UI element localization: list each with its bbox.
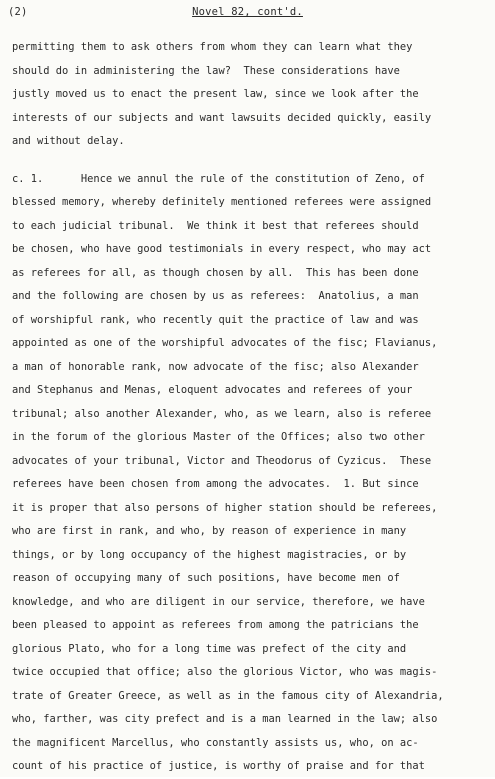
document-body	[12, 36, 490, 779]
text-line: a man of honorable rank, now advocate of the fisc; also Alexander	[12, 360, 419, 373]
text-line: who, farther, was city prefect and is a man learned in the law; also	[12, 713, 438, 725]
text-line: trate of Greater Greece, as well as in the famous city of Alexandria,	[12, 689, 444, 702]
text-line: it is proper that also persons of higher station should be referees,	[12, 501, 438, 514]
text-line: who are first in rank, and who, by reason of experience in many	[12, 525, 407, 537]
paragraph	[12, 36, 490, 154]
running-title: Novel 82, cont'd.	[192, 6, 303, 18]
page-number: (2)	[8, 6, 28, 18]
text-line: permitting them to ask others from whom they can learn what they	[12, 41, 413, 53]
text-line: as referees for all, as though chosen by all. This has been done	[12, 266, 419, 279]
paragraph	[12, 168, 490, 779]
page-header	[0, 6, 495, 26]
text-line: reason of occupying many of such positions, have become men of	[12, 572, 400, 584]
text-line: referees have been chosen from among the advocates. 1. But since	[12, 478, 419, 490]
text-line: count of his practice of justice, is worthy of praise and for that	[12, 760, 425, 772]
text-line: twice occupied that office; also the glorious Victor, who was magis-	[12, 666, 438, 678]
text-line: and without delay.	[12, 135, 125, 147]
paragraph-gap	[12, 154, 490, 168]
text-line: blessed memory, whereby definitely mentioned referees were assigned	[12, 196, 432, 208]
text-line: in the forum of the glorious Master of the Offices; also two other	[12, 431, 425, 443]
text-line: tribunal; also another Alexander, who, as we learn, also is referee	[12, 407, 432, 420]
text-line: interests of our subjects and want lawsuits decided quickly, easily	[12, 111, 432, 124]
text-line: of worshipful rank, who recently quit the practice of law and was	[12, 313, 419, 326]
text-line: advocates of your tribunal, Victor and Theodorus of Cyzicus. These	[12, 454, 432, 467]
text-line: and the following are chosen by us as referees: Anatolius, a man	[12, 290, 419, 302]
text-line: justly moved us to enact the present law, since we look after the	[12, 88, 419, 100]
text-line: the magnificent Marcellus, who constantly assists us, who, on ac-	[12, 736, 419, 749]
text-line: should do in administering the law? These considerations have	[12, 64, 400, 77]
text-line: be chosen, who have good testimonials in every respect, who may act	[12, 243, 432, 255]
text-line: appointed as one of the worshipful advocates of the fisc; Flavianus,	[12, 337, 438, 349]
text-line: c. 1. Hence we annul the rule of the constitution of Zeno, of	[12, 172, 425, 185]
text-line: to each judicial tribunal. We think it best that referees should	[12, 219, 419, 232]
text-line: things, or by long occupancy of the highest magistracies, or by	[12, 548, 407, 561]
text-line: been pleased to appoint as referees from among the patricians the	[12, 619, 419, 631]
text-line: and Stephanus and Menas, eloquent advocates and referees of your	[12, 384, 413, 396]
text-line: glorious Plato, who for a long time was prefect of the city and	[12, 642, 407, 655]
text-line: knowledge, and who are diligent in our service, therefore, we have	[12, 595, 425, 608]
